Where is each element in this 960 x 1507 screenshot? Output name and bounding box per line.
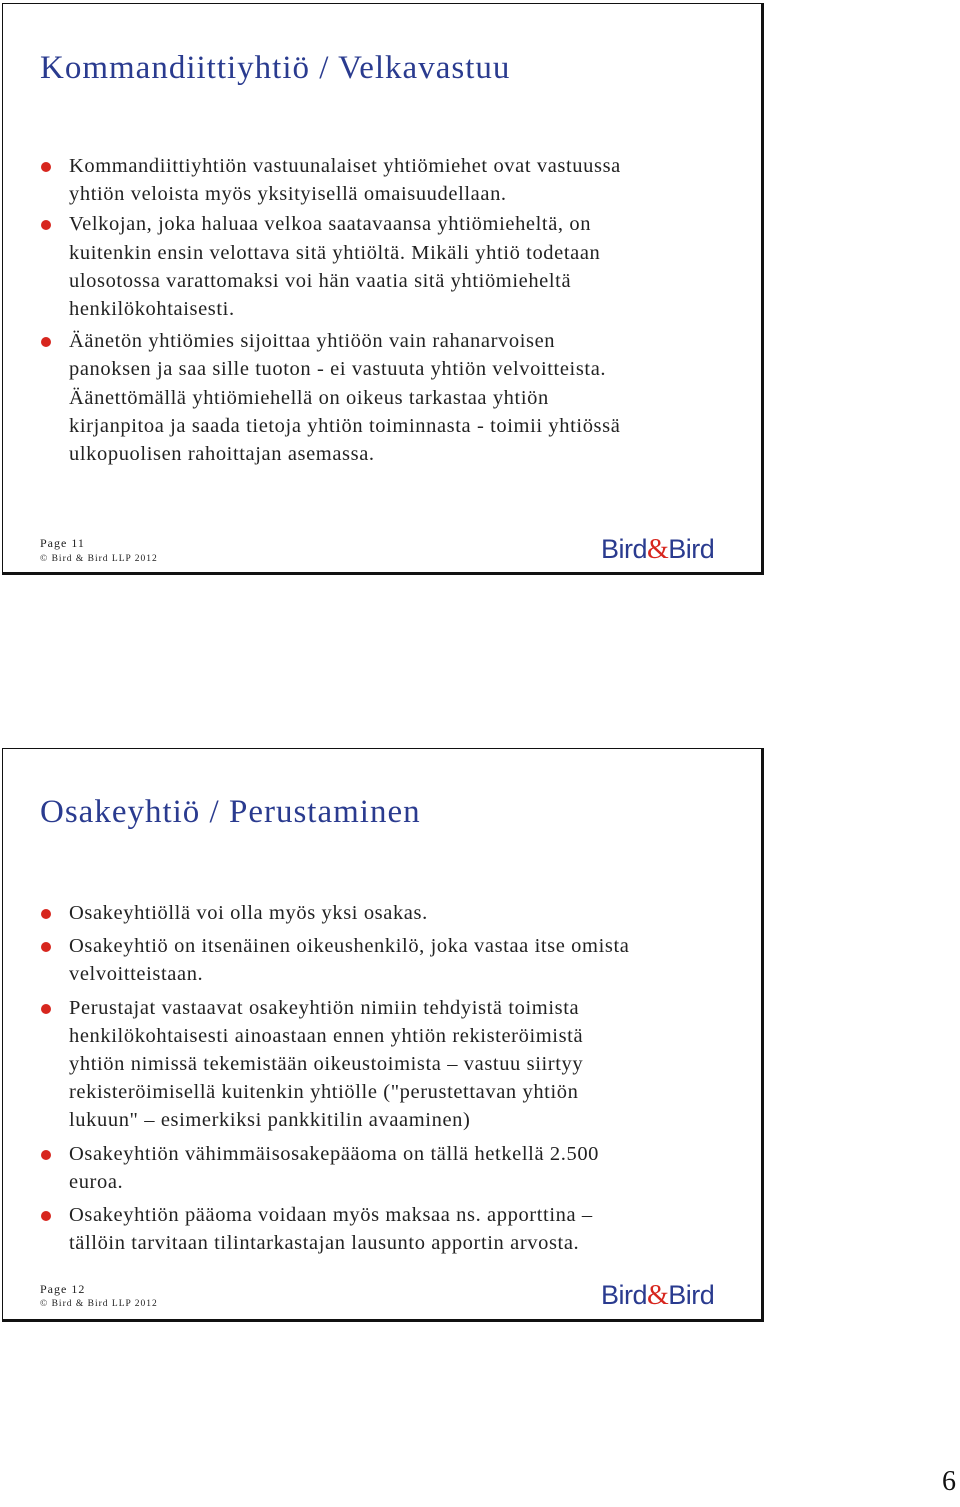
copyright: © Bird & Bird LLP 2012 (40, 554, 158, 564)
bullet-item (41, 899, 741, 927)
bullet-dot-icon (41, 1150, 51, 1160)
page-label: Page 11 (40, 536, 85, 550)
bullet-line: panoksen ja saa sille tuoton - ei vastuuta yhtiön velvoitteista. (69, 358, 607, 381)
logo-word: Bird (668, 1280, 715, 1310)
slide-12 (2, 748, 764, 1322)
bullet-line: yhtiön veloista myös yksityisellä omaisuudellaan. (69, 183, 507, 206)
bullet-item (41, 1140, 741, 1196)
slide-11 (2, 3, 764, 575)
bullet-line: Osakeyhtiö on itsenäinen oikeushenkilö, joka vastaa itse omista (69, 935, 630, 958)
bullet-line: Osakeyhtiön pääoma voidaan myös maksaa ns. apporttina – (69, 1204, 593, 1227)
logo-ampersand: & (647, 534, 669, 565)
bullet-line: velvoitteistaan. (69, 963, 204, 986)
bullet-line: henkilökohtaisesti ainoastaan ennen yhtiön rekisteröimistä (69, 1024, 584, 1047)
bullet-line: Äänettömällä yhtiömiehellä on oikeus tarkastaa yhtiön (69, 386, 549, 409)
bullet-dot-icon (41, 220, 51, 230)
bullet-line: lukuun" – esimerkiksi pankkitilin avaaminen) (69, 1109, 471, 1132)
bullet-item (41, 210, 741, 323)
bullet-item (41, 994, 741, 1135)
bullet-line: kuitenkin ensin velottava sitä yhtiöltä. Mikäli yhtiö todetaan (69, 241, 601, 264)
bullet-line: Kommandiittiyhtiön vastuunalaiset yhtiömiehet ovat vastuussa (69, 155, 621, 177)
bullet-line: Osakeyhtiön vähimmäisosakepääoma on tällä hetkellä 2.500 (69, 1142, 600, 1165)
bullet-dot-icon (41, 909, 51, 919)
bullet-line: ulosotossa varattomaksi voi hän vaatia sitä yhtiömieheltä (69, 269, 572, 292)
bullet-line: Äänetön yhtiömies sijoittaa yhtiöön vain rahanarvoisen (69, 330, 556, 353)
page-label: Page 12 (40, 1282, 86, 1296)
logo-word: Bird (601, 534, 648, 564)
bullet-line: Perustajat vastaavat osakeyhtiön nimiin tehdyistä toimista (69, 996, 580, 1019)
logo-ampersand: & (647, 1280, 669, 1311)
bullet-dot-icon (41, 337, 51, 347)
bullet-item (41, 932, 741, 988)
slide-title: Osakeyhtiö / Perustaminen (40, 794, 421, 830)
bullet-line: ulkopuolisen rahoittajan asemassa. (69, 443, 375, 466)
bullet-list (41, 152, 741, 468)
bullet-line: henkilökohtaisesti. (69, 298, 235, 321)
bullet-dot-icon (41, 1211, 51, 1221)
bullet-line: tällöin tarvitaan tilintarkastajan lausunto apportin arvosta. (69, 1232, 580, 1255)
bullet-list (41, 899, 741, 1257)
copyright: © Bird & Bird LLP 2012 (40, 1299, 158, 1309)
bullet-dot-icon (41, 162, 51, 172)
bullet-line: yhtiön nimissä tekemistään oikeustoimista – vastuu siirtyy (69, 1053, 584, 1076)
bullet-line: Osakeyhtiöllä voi olla myös yksi osakas. (69, 902, 428, 924)
bullet-line: rekisteröimisellä kuitenkin yhtiölle ("perustettavan yhtiön (69, 1081, 579, 1104)
bird-and-bird-logo (601, 534, 714, 566)
bullet-item (41, 327, 741, 468)
bullet-item (41, 152, 741, 208)
bullet-line: Velkojan, joka haluaa velkoa saatavaansa yhtiömieheltä, on (69, 213, 592, 236)
bullet-dot-icon (41, 942, 51, 952)
bullet-item (41, 1201, 741, 1257)
logo-word: Bird (668, 534, 715, 564)
slide-title: Kommandiittiyhtiö / Velkavastuu (40, 50, 511, 86)
bullet-line: kirjanpitoa ja saada tietoja yhtiön toiminnasta - toimii yhtiössä (69, 414, 621, 437)
document-page-number: 6 (942, 1466, 956, 1497)
bullet-dot-icon (41, 1004, 51, 1014)
logo-word: Bird (601, 1280, 648, 1310)
bullet-line: euroa. (69, 1170, 124, 1193)
bird-and-bird-logo (601, 1280, 714, 1312)
